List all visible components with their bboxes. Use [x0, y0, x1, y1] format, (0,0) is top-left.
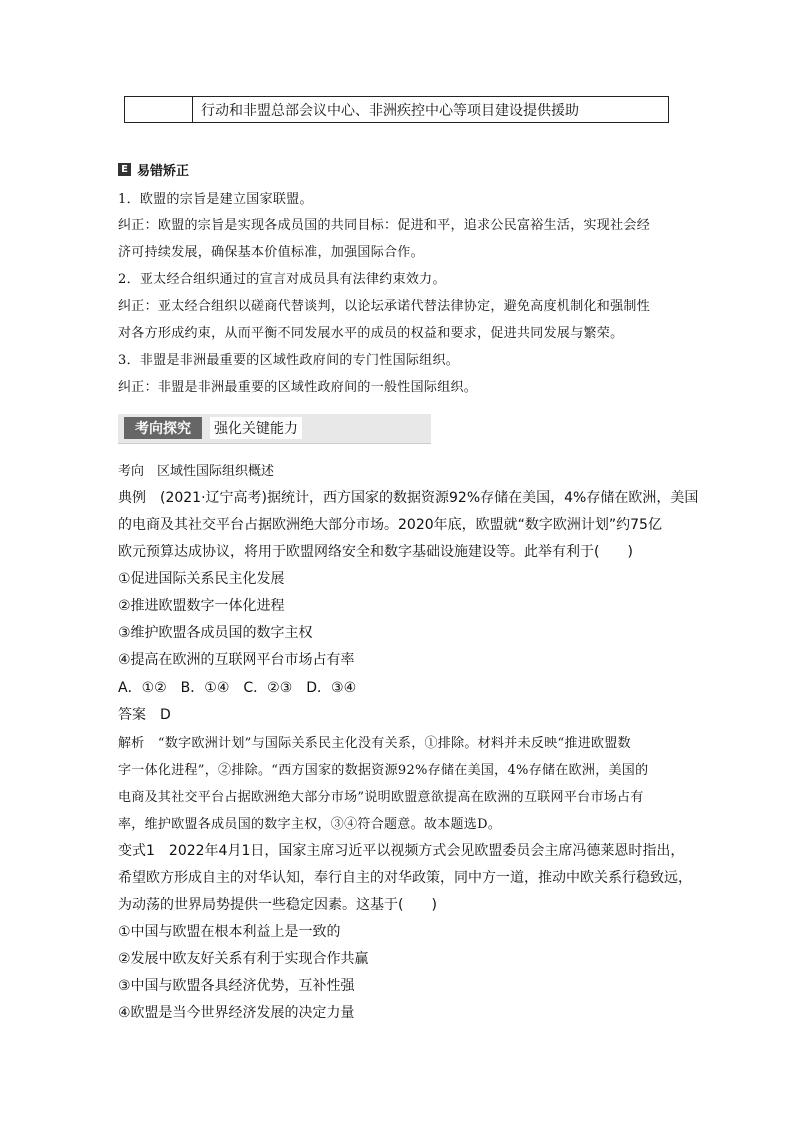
variant-line: 为动荡的世界局势提供一些稳定因素。这基于( ): [118, 897, 437, 913]
banner-subtitle: 强化关键能力: [210, 417, 302, 439]
option-item: ②推进欧盟数字一体化进程: [118, 598, 285, 614]
error-correction-icon: E: [118, 163, 131, 176]
correction-line: 纠正：非盟是非洲最重要的区域性政府间的一般性国际组织。: [118, 380, 478, 395]
topic-title: 考向 区域性国际组织概述: [118, 464, 275, 479]
option-item: ③维护欧盟各成员国的数字主权: [118, 625, 313, 641]
analysis-line: 解析 “数字欧洲计划”与国际关系民主化没有关系，①排除。材料并未反映“推进欧盟数: [118, 736, 631, 751]
variant-option-item: ①中国与欧盟在根本利益上是一致的: [118, 924, 341, 940]
option-item: ①促进国际关系民主化发展: [118, 571, 285, 587]
correction-line: 对各方形成约束，从而平衡不同发展水平的成员的权益和要求，促进共同发展与繁荣。: [118, 326, 624, 341]
top-table-row: [124, 96, 669, 123]
variant-option-item: ②发展中欧友好关系有利于实现合作共赢: [118, 951, 369, 967]
analysis-line: 字一体化进程”，②排除。“西方国家的数据资源92%存储在美国，4%存储在欧洲，美国的: [118, 763, 649, 778]
section-banner: [118, 414, 431, 444]
variant-line: 变式1 2022年4月1日，国家主席习近平以视频方式会见欧盟委员会主席冯德莱恩时指出，: [118, 843, 685, 859]
banner-subtitle-box: [206, 417, 428, 439]
correction-line: 纠正：亚太经合组织以磋商代替谈判，以论坛承诺代替法律协定，避免高度机制化和强制性: [118, 299, 651, 314]
table-empty-cell: [125, 97, 193, 122]
variant-option-item: ④欧盟是当今世界经济发展的决定力量: [118, 1005, 355, 1021]
option-item: ④提高在欧洲的互联网平台市场占有率: [118, 652, 355, 668]
correction-line: 2．亚太经合组织通过的宣言对成员具有法律约束效力。: [118, 272, 446, 287]
correction-line: 纠正：欧盟的宗旨是实现各成员国的共同目标：促进和平，追求公民富裕生活，实现社会经: [118, 218, 651, 233]
correction-heading: [118, 160, 189, 179]
example-line: 的电商及其社交平台占据欧洲绝大部分市场。2020年底，欧盟就“数字欧洲计划”约75亿: [118, 517, 662, 533]
example-line: 典例 (2021·辽宁高考)据统计，西方国家的数据资源92%存储在美国，4%存储在欧洲，美国: [118, 490, 699, 506]
table-text-cell: 行动和非盟总部会议中心、非洲疾控中心等项目建设提供援助: [201, 103, 579, 119]
analysis-line: 电商及其社交平台占据欧洲绝大部分市场”说明欧盟意欲提高在欧洲的互联网平台市场占有: [118, 790, 644, 805]
correction-line: 3．非盟是非洲最重要的区域性政府间的专门性国际组织。: [118, 353, 460, 368]
correction-line: 1．欧盟的宗旨是建立国家联盟。: [118, 192, 313, 207]
correction-line: 济可持续发展，确保基本价值标准，加强国际合作。: [118, 245, 424, 260]
banner-tag: 考向探究: [124, 417, 202, 439]
variant-line: 希望欧方形成自主的对华认知，奉行自主的对华政策，同中方一道，推动中欧关系行稳致远，: [118, 870, 692, 886]
variant-option-item: ③中国与欧盟各具经济优势，互补性强: [118, 978, 355, 994]
example-line: 欧元预算达成协议，将用于欧盟网络安全和数字基础设施建设等。此举有利于( ): [118, 544, 633, 560]
analysis-line: 率，维护欧盟各成员国的数字主权，③④符合题意。故本题选D。: [118, 817, 502, 832]
answer-line: 答案 D: [118, 707, 171, 723]
answer-choices: A．①② B．①④ C．②③ D．③④: [118, 680, 357, 696]
correction-heading-label: 易错矫正: [137, 164, 190, 179]
